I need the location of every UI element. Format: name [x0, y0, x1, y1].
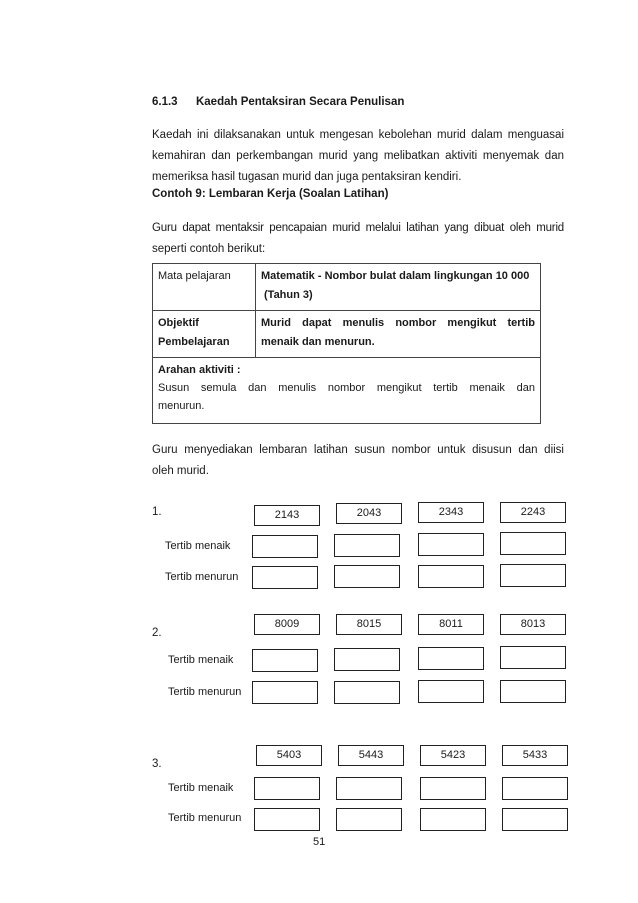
worksheet-intro [152, 440, 564, 482]
lead-line: seperti contoh berikut: [152, 243, 266, 255]
answer-box-ascending[interactable] [252, 535, 318, 558]
activity-text: Susun semula dan menulis nombor mengikut tertib menaik dan [158, 382, 535, 394]
answer-box-ascending[interactable] [336, 777, 402, 800]
number-box: 5403 [256, 745, 322, 766]
intro-line: Kaedah ini dilaksanakan untuk mengesan kebolehan murid dalam menguasai [152, 129, 564, 141]
section-heading [152, 92, 404, 113]
table-cell [256, 264, 541, 311]
answer-box-ascending[interactable] [334, 648, 400, 671]
intro-line: kemahiran dan perkembangan murid yang melibatkan aktiviti menyemak dan [152, 150, 564, 162]
table-cell [256, 311, 541, 358]
ascending-label: Tertib menaik [168, 782, 234, 794]
table-cell [153, 358, 541, 424]
number-box: 5433 [502, 745, 568, 766]
question-number: 2. [152, 627, 162, 639]
number-box: 5423 [420, 745, 486, 766]
answer-box-descending[interactable] [420, 808, 486, 831]
number-box: 8011 [418, 614, 484, 635]
subject-year: (Tahun 3) [264, 289, 313, 301]
objective-label: Pembelajaran [158, 336, 230, 348]
question-number: 3. [152, 758, 162, 770]
answer-box-ascending[interactable] [500, 532, 566, 555]
answer-box-ascending[interactable] [334, 534, 400, 557]
lead-line: Guru dapat mentaksir pencapaian murid melalui latihan yang dibuat oleh murid [152, 222, 564, 234]
answer-box-ascending[interactable] [502, 777, 568, 800]
answer-box-ascending[interactable] [252, 649, 318, 672]
objective-value: Murid dapat menulis nombor mengikut tertib [261, 317, 535, 329]
number-box: 8013 [500, 614, 566, 635]
question-number: 1. [152, 506, 162, 518]
page-number: 51 [313, 836, 326, 848]
answer-box-descending[interactable] [334, 565, 400, 588]
answer-box-descending[interactable] [418, 680, 484, 703]
answer-box-descending[interactable] [336, 808, 402, 831]
number-box: 8009 [254, 614, 320, 635]
answer-box-descending[interactable] [252, 681, 318, 704]
answer-box-descending[interactable] [252, 566, 318, 589]
number-box: 2043 [336, 503, 402, 524]
example-title: Contoh 9: Lembaran Kerja (Soalan Latihan) [152, 188, 389, 200]
table-row [153, 358, 541, 424]
number-box: 2343 [418, 502, 484, 523]
number-box: 5443 [338, 745, 404, 766]
answer-box-descending[interactable] [500, 564, 566, 587]
lesson-info-table [152, 263, 541, 424]
answer-box-descending[interactable] [500, 680, 566, 703]
subject-label: Mata pelajaran [158, 270, 231, 282]
answer-box-ascending[interactable] [418, 533, 484, 556]
worksheet-intro-line: Guru menyediakan lembaran latihan susun nombor untuk disusun dan diisi [152, 444, 564, 456]
answer-box-ascending[interactable] [500, 646, 566, 669]
answer-box-descending[interactable] [254, 808, 320, 831]
objective-label: Objektif [158, 317, 199, 329]
number-box: 2243 [500, 502, 566, 523]
section-number: 6.1.3 [152, 96, 178, 108]
answer-box-ascending[interactable] [420, 777, 486, 800]
number-box: 8015 [336, 614, 402, 635]
table-cell [153, 264, 256, 311]
objective-value: menaik dan menurun. [261, 336, 375, 348]
number-box: 2143 [254, 505, 320, 526]
section-title: Kaedah Pentaksiran Secara Penulisan [195, 96, 405, 108]
answer-box-descending[interactable] [334, 681, 400, 704]
answer-box-descending[interactable] [418, 565, 484, 588]
table-row [153, 311, 541, 358]
table-row [153, 264, 541, 311]
table-cell [153, 311, 256, 358]
intro-line: memeriksa hasil tugasan murid dan juga pentaksiran kendiri. [152, 171, 462, 183]
lead-paragraph [152, 218, 564, 260]
activity-text: menurun. [158, 400, 205, 412]
worksheet-intro-line: oleh murid. [152, 465, 209, 477]
ascending-label: Tertib menaik [168, 654, 234, 666]
subject-value: Matematik - Nombor bulat dalam lingkungan 10 000 [261, 270, 530, 282]
descending-label: Tertib menurun [165, 571, 239, 583]
intro-paragraph [152, 125, 564, 188]
answer-box-ascending[interactable] [254, 777, 320, 800]
answer-box-ascending[interactable] [418, 647, 484, 670]
ascending-label: Tertib menaik [165, 540, 231, 552]
descending-label: Tertib menurun [168, 686, 242, 698]
descending-label: Tertib menurun [168, 812, 242, 824]
answer-box-descending[interactable] [502, 808, 568, 831]
activity-label: Arahan aktiviti : [158, 364, 241, 376]
